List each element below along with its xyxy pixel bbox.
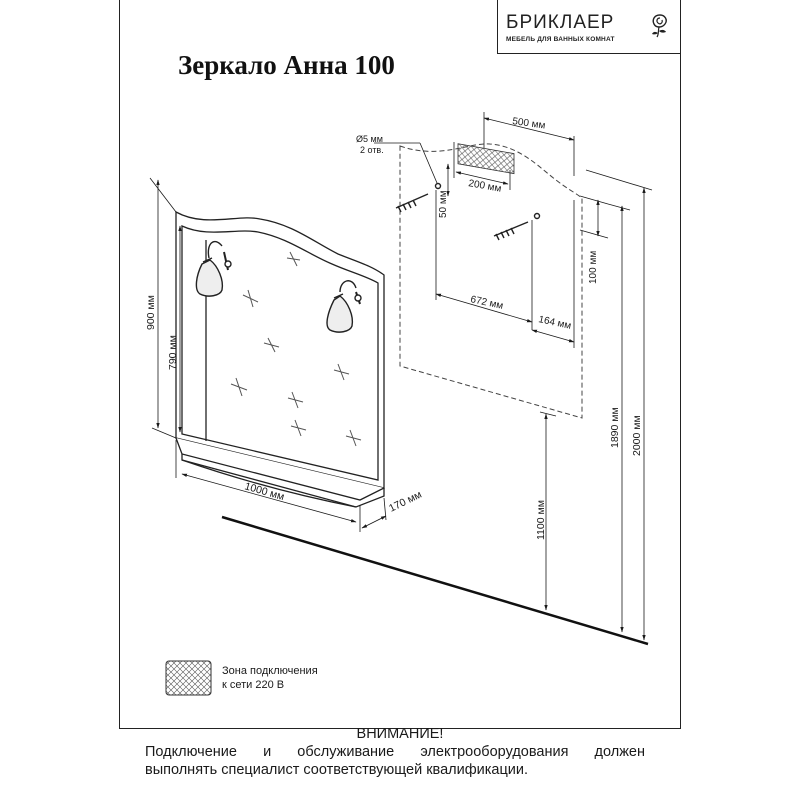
- page-title: Зеркало Анна 100: [178, 50, 395, 80]
- dim-500-label: 500 мм: [511, 116, 547, 132]
- dim-50-label: 50 мм: [438, 190, 449, 218]
- mirror-body: [176, 212, 384, 507]
- legend-label: [222, 664, 318, 692]
- dim-1100-label: 1100 мм: [535, 500, 547, 540]
- dim-2000-label: 2000 мм: [631, 415, 643, 456]
- warning-line-2: выполнять специалист соответствующей квалификации.: [145, 762, 529, 778]
- dim-hole-count: 2 отв.: [360, 145, 384, 155]
- dim-170-label: 170 мм: [387, 488, 424, 515]
- dim-hole-diameter: Ø5 мм: [356, 134, 383, 144]
- dim-164-label: 164 мм: [537, 314, 573, 332]
- brand-tagline: МЕБЕЛЬ ДЛЯ ВАННЫХ КОМНАТ: [506, 36, 615, 43]
- warning-heading: ВНИМАНИЕ!: [356, 726, 444, 742]
- screw-right-icon: [494, 214, 540, 241]
- warning-line-1: Подключение и обслуживание электрооборудования должен: [145, 744, 645, 760]
- legend-line-1: Зона подключения: [222, 665, 318, 677]
- brand-name: БРИКЛАЕР: [506, 12, 615, 33]
- floor-height-dimensions: [540, 170, 652, 640]
- screw-left-icon: [396, 184, 441, 213]
- dim-672-label: 672 мм: [469, 294, 505, 312]
- dim-1890-label: 1890 мм: [609, 407, 621, 448]
- mounting-dimensions: [374, 112, 608, 348]
- connection-zone: [458, 144, 514, 174]
- legend-line-2: к сети 220 В: [222, 679, 285, 691]
- dim-790-label: 790 мм: [167, 335, 179, 370]
- dim-1000-label: 1000 мм: [243, 480, 286, 504]
- legend-swatch: [165, 660, 212, 696]
- dim-900-label: 900 мм: [145, 295, 157, 330]
- dim-100-label: 100 мм: [588, 250, 599, 284]
- floor-line: [222, 517, 648, 644]
- dim-200-label: 200 мм: [467, 178, 503, 195]
